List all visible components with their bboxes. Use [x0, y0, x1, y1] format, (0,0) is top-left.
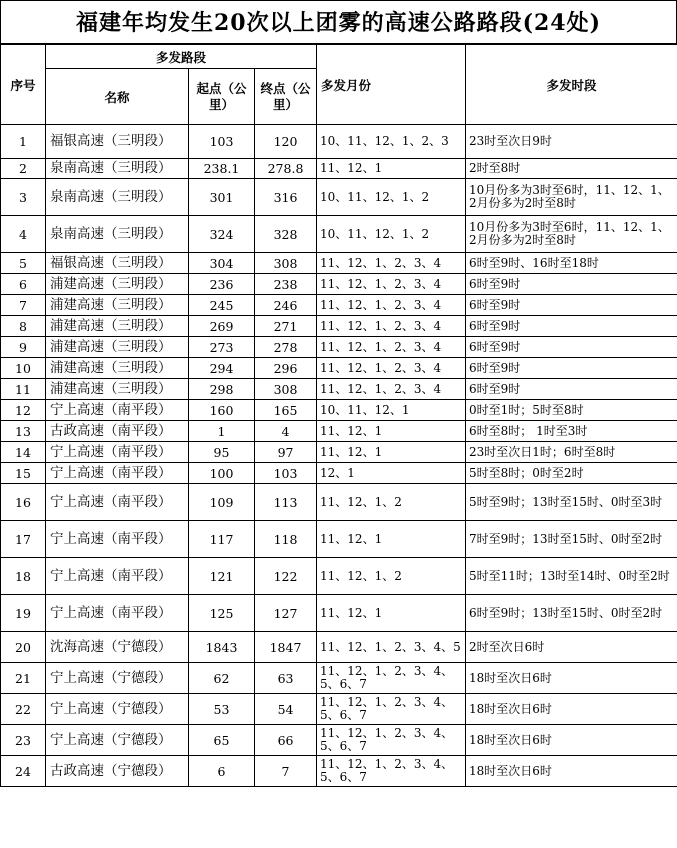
row-end-km: 165: [255, 400, 317, 421]
table-row: [1, 400, 677, 421]
header-seq: 序号: [1, 45, 46, 125]
row-start-km: 1: [189, 421, 255, 442]
row-name: 宁上高速（南平段）: [46, 484, 189, 521]
row-seq: 2: [1, 159, 46, 179]
row-end-km: 246: [255, 295, 317, 316]
row-times: 6时至8时； 1时至3时: [466, 421, 677, 442]
row-times: 18时至次日6时: [466, 663, 677, 694]
row-start-km: 160: [189, 400, 255, 421]
row-start-km: 117: [189, 521, 255, 558]
header-end: 终点（公里）: [255, 69, 317, 125]
row-times: 0时至1时；5时至8时: [466, 400, 677, 421]
table-row: [1, 595, 677, 632]
row-name: 宁上高速（南平段）: [46, 521, 189, 558]
row-months: 11、12、1、2、3、4: [317, 337, 466, 358]
row-end-km: 63: [255, 663, 317, 694]
row-times: 7时至9时；13时至15时、0时至2时: [466, 521, 677, 558]
row-times: 6时至9时: [466, 274, 677, 295]
row-name: 浦建高速（三明段）: [46, 337, 189, 358]
row-seq: 11: [1, 379, 46, 400]
row-times: 18时至次日6时: [466, 725, 677, 756]
row-months: 11、12、1、2、3、4: [317, 379, 466, 400]
row-start-km: 95: [189, 442, 255, 463]
table-row: [1, 756, 677, 787]
row-start-km: 238.1: [189, 159, 255, 179]
row-seq: 3: [1, 179, 46, 216]
page-title: 福建年均发生20次以上团雾的高速公路路段(24处): [0, 0, 677, 44]
row-name: 沈海高速（宁德段）: [46, 632, 189, 663]
row-name: 浦建高速（三明段）: [46, 379, 189, 400]
row-seq: 13: [1, 421, 46, 442]
row-start-km: 1843: [189, 632, 255, 663]
row-name: 古政高速（宁德段）: [46, 756, 189, 787]
row-name: 宁上高速（宁德段）: [46, 663, 189, 694]
table-row: [1, 663, 677, 694]
row-name: 泉南高速（三明段）: [46, 179, 189, 216]
row-seq: 22: [1, 694, 46, 725]
fog-road-sections-table: [0, 44, 677, 787]
row-start-km: 245: [189, 295, 255, 316]
row-months: 11、12、1、2、3、4: [317, 274, 466, 295]
row-start-km: 304: [189, 253, 255, 274]
row-seq: 4: [1, 216, 46, 253]
row-name: 宁上高速（南平段）: [46, 558, 189, 595]
row-end-km: 308: [255, 253, 317, 274]
row-start-km: 121: [189, 558, 255, 595]
table-row: [1, 694, 677, 725]
row-months: 10、11、12、1、2、3: [317, 125, 466, 159]
table-row: [1, 442, 677, 463]
row-months: 11、12、1: [317, 442, 466, 463]
row-end-km: 328: [255, 216, 317, 253]
row-seq: 24: [1, 756, 46, 787]
row-start-km: 324: [189, 216, 255, 253]
row-times: 6时至9时: [466, 316, 677, 337]
row-months: 11、12、1、2: [317, 558, 466, 595]
row-months: 10、11、12、1、2: [317, 179, 466, 216]
row-start-km: 100: [189, 463, 255, 484]
row-seq: 21: [1, 663, 46, 694]
row-seq: 1: [1, 125, 46, 159]
row-months: 11、12、1、2、3、4、5、6、7: [317, 663, 466, 694]
table-row: [1, 484, 677, 521]
table-row: [1, 274, 677, 295]
row-times: 23时至次日9时: [466, 125, 677, 159]
row-end-km: 122: [255, 558, 317, 595]
row-months: 11、12、1、2、3、4: [317, 358, 466, 379]
row-seq: 14: [1, 442, 46, 463]
table-row: [1, 632, 677, 663]
header-months: 多发月份: [317, 45, 466, 125]
header-times: 多发时段: [466, 45, 677, 125]
table-row: [1, 421, 677, 442]
row-start-km: 103: [189, 125, 255, 159]
table-row: [1, 725, 677, 756]
row-times: 10月份多为3时至6时，11、12、1、2月份多为2时至8时: [466, 179, 677, 216]
row-times: 6时至9时、16时至18时: [466, 253, 677, 274]
row-name: 福银高速（三明段）: [46, 125, 189, 159]
row-months: 10、11、12、1: [317, 400, 466, 421]
row-times: 6时至9时；13时至15时、0时至2时: [466, 595, 677, 632]
row-months: 11、12、1、2、3、4、5: [317, 632, 466, 663]
row-name: 浦建高速（三明段）: [46, 316, 189, 337]
row-times: 5时至8时；0时至2时: [466, 463, 677, 484]
row-end-km: 120: [255, 125, 317, 159]
row-seq: 8: [1, 316, 46, 337]
table-body: [1, 125, 677, 787]
row-name: 浦建高速（三明段）: [46, 295, 189, 316]
row-end-km: 7: [255, 756, 317, 787]
row-times: 18时至次日6时: [466, 694, 677, 725]
row-months: 11、12、1: [317, 159, 466, 179]
row-months: 11、12、1、2、3、4: [317, 253, 466, 274]
row-start-km: 236: [189, 274, 255, 295]
row-end-km: 4: [255, 421, 317, 442]
row-end-km: 113: [255, 484, 317, 521]
row-name: 宁上高速（宁德段）: [46, 725, 189, 756]
row-end-km: 308: [255, 379, 317, 400]
table-row: [1, 358, 677, 379]
row-months: 11、12、1、2: [317, 484, 466, 521]
row-seq: 12: [1, 400, 46, 421]
table-row: [1, 558, 677, 595]
row-end-km: 103: [255, 463, 317, 484]
row-end-km: 1847: [255, 632, 317, 663]
row-name: 福银高速（三明段）: [46, 253, 189, 274]
row-start-km: 109: [189, 484, 255, 521]
row-end-km: 278.8: [255, 159, 317, 179]
row-end-km: 127: [255, 595, 317, 632]
row-seq: 7: [1, 295, 46, 316]
row-seq: 18: [1, 558, 46, 595]
row-times: 5时至11时；13时至14时、0时至2时: [466, 558, 677, 595]
table-row: [1, 159, 677, 179]
table-row: [1, 521, 677, 558]
row-end-km: 296: [255, 358, 317, 379]
row-name: 浦建高速（三明段）: [46, 358, 189, 379]
row-times: 18时至次日6时: [466, 756, 677, 787]
row-times: 23时至次日1时；6时至8时: [466, 442, 677, 463]
row-start-km: 298: [189, 379, 255, 400]
row-start-km: 62: [189, 663, 255, 694]
table-row: [1, 463, 677, 484]
row-seq: 17: [1, 521, 46, 558]
table-row: [1, 316, 677, 337]
row-times: 5时至9时；13时至15时、0时至3时: [466, 484, 677, 521]
row-seq: 23: [1, 725, 46, 756]
row-start-km: 301: [189, 179, 255, 216]
row-months: 11、12、1、2、3、4: [317, 295, 466, 316]
row-start-km: 273: [189, 337, 255, 358]
row-months: 11、12、1、2、3、4、5、6、7: [317, 725, 466, 756]
row-end-km: 316: [255, 179, 317, 216]
row-months: 11、12、1、2、3、4: [317, 316, 466, 337]
table-row: [1, 253, 677, 274]
row-times: 6时至9时: [466, 379, 677, 400]
row-start-km: 6: [189, 756, 255, 787]
table-row: [1, 295, 677, 316]
row-name: 宁上高速（南平段）: [46, 463, 189, 484]
header-name: 名称: [46, 69, 189, 125]
row-months: 10、11、12、1、2: [317, 216, 466, 253]
row-seq: 20: [1, 632, 46, 663]
row-times: 2时至次日6时: [466, 632, 677, 663]
row-months: 11、12、1、2、3、4、5、6、7: [317, 756, 466, 787]
row-times: 6时至9时: [466, 295, 677, 316]
row-end-km: 54: [255, 694, 317, 725]
row-end-km: 66: [255, 725, 317, 756]
header-start: 起点（公里）: [189, 69, 255, 125]
row-months: 11、12、1、2、3、4、5、6、7: [317, 694, 466, 725]
table-row: [1, 125, 677, 159]
row-start-km: 294: [189, 358, 255, 379]
row-start-km: 53: [189, 694, 255, 725]
row-end-km: 271: [255, 316, 317, 337]
row-name: 宁上高速（宁德段）: [46, 694, 189, 725]
table-row: [1, 379, 677, 400]
row-end-km: 97: [255, 442, 317, 463]
row-name: 古政高速（南平段）: [46, 421, 189, 442]
row-times: 10月份多为3时至6时，11、12、1、2月份多为2时至8时: [466, 216, 677, 253]
row-name: 泉南高速（三明段）: [46, 216, 189, 253]
row-times: 6时至9时: [466, 358, 677, 379]
row-start-km: 269: [189, 316, 255, 337]
row-seq: 16: [1, 484, 46, 521]
row-end-km: 118: [255, 521, 317, 558]
table-row: [1, 179, 677, 216]
row-times: 6时至9时: [466, 337, 677, 358]
table-row: [1, 337, 677, 358]
header-section-group: 多发路段: [46, 45, 317, 69]
row-end-km: 238: [255, 274, 317, 295]
row-name: 浦建高速（三明段）: [46, 274, 189, 295]
row-name: 宁上高速（南平段）: [46, 595, 189, 632]
row-months: 11、12、1: [317, 421, 466, 442]
row-start-km: 125: [189, 595, 255, 632]
row-months: 11、12、1: [317, 521, 466, 558]
row-months: 11、12、1: [317, 595, 466, 632]
row-times: 2时至8时: [466, 159, 677, 179]
row-name: 宁上高速（南平段）: [46, 400, 189, 421]
row-name: 泉南高速（三明段）: [46, 159, 189, 179]
row-months: 12、1: [317, 463, 466, 484]
row-end-km: 278: [255, 337, 317, 358]
row-seq: 9: [1, 337, 46, 358]
row-seq: 19: [1, 595, 46, 632]
row-seq: 10: [1, 358, 46, 379]
row-name: 宁上高速（南平段）: [46, 442, 189, 463]
row-seq: 15: [1, 463, 46, 484]
row-seq: 5: [1, 253, 46, 274]
row-start-km: 65: [189, 725, 255, 756]
table-row: [1, 216, 677, 253]
row-seq: 6: [1, 274, 46, 295]
